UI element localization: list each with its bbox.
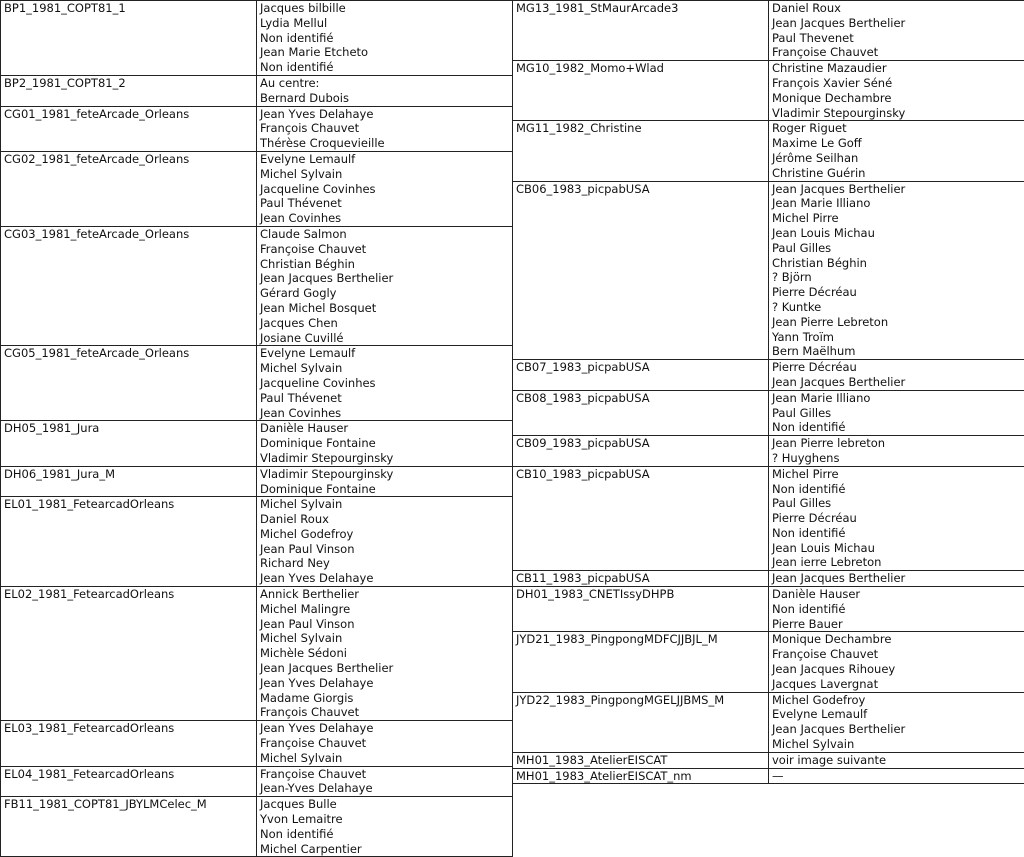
table-row [1, 497, 513, 587]
person-name: Christian Béghin [772, 256, 1021, 271]
person-name: Danièle Hauser [260, 421, 509, 436]
person-name: Jean Marie Illiano [772, 196, 1021, 211]
table-row [513, 121, 1024, 181]
person-name: Michel Sylvain [260, 497, 509, 512]
person-name: Pierre Décréau [772, 285, 1021, 300]
person-name: Michel Sylvain [260, 167, 509, 182]
person-name: Paul Gilles [772, 496, 1021, 511]
person-name: Paul Gilles [772, 406, 1021, 421]
person-name: Michel Carpentier [260, 842, 509, 857]
people-names [769, 436, 1024, 467]
person-name: Bern Maëlhum [772, 344, 1021, 359]
person-name: Michel Godefroy [772, 693, 1021, 708]
photo-code: BP1_1981_COPT81_1 [1, 1, 257, 76]
person-name: — [772, 769, 1021, 784]
people-names [257, 106, 513, 151]
person-name: Yvon Lemaitre [260, 812, 509, 827]
person-name: Pierre Décréau [772, 360, 1021, 375]
person-name: Claude Salmon [260, 227, 509, 242]
person-name: Dominique Fontaine [260, 436, 509, 451]
people-names [257, 421, 513, 466]
table-row [513, 692, 1024, 752]
person-name: Jean Yves Delahaye [260, 107, 509, 122]
person-name: Jean Jacques Berthelier [772, 571, 1021, 586]
person-name: Michel Malingre [260, 602, 509, 617]
person-name: Jean Marie Illiano [772, 391, 1021, 406]
people-names [769, 632, 1024, 692]
photo-code: CB10_1983_picpabUSA [513, 466, 769, 571]
person-name: Jérôme Seilhan [772, 151, 1021, 166]
person-name: Jean Covinhes [260, 211, 509, 226]
people-names [769, 360, 1024, 391]
person-name: Michel Sylvain [260, 751, 509, 766]
person-name: Lydia Mellul [260, 16, 509, 31]
photo-code: JYD22_1983_PingpongMGELJJBMS_M [513, 692, 769, 752]
table-row [513, 632, 1024, 692]
person-name: Françoise Chauvet [772, 45, 1021, 60]
person-name: ? Huyghens [772, 451, 1021, 466]
person-name: Non identifié [260, 31, 509, 46]
person-name: Michel Sylvain [260, 361, 509, 376]
people-names [257, 75, 513, 106]
person-name: Evelyne Lemaulf [772, 707, 1021, 722]
person-name: Michel Pirre [772, 211, 1021, 226]
person-name: Jean Jacques Berthelier [772, 722, 1021, 737]
photo-code: EL04_1981_FetearcadOrleans [1, 766, 257, 797]
people-names [769, 466, 1024, 571]
table-row [513, 1, 1024, 61]
person-name: Françoise Chauvet [260, 242, 509, 257]
person-name: Gérard Gogly [260, 286, 509, 301]
person-name: Vladimir Stepourginsky [260, 451, 509, 466]
photo-code: CG03_1981_feteArcade_Orleans [1, 226, 257, 345]
person-name: Christine Mazaudier [772, 61, 1021, 76]
person-name: Monique Dechambre [772, 632, 1021, 647]
person-name: Jean Yves Delahaye [260, 676, 509, 691]
person-name: Dominique Fontaine [260, 482, 509, 497]
photo-code: MG13_1981_StMaurArcade3 [513, 1, 769, 61]
photo-code: MH01_1983_AtelierEISCAT [513, 752, 769, 768]
table-row [1, 421, 513, 466]
table-row [1, 721, 513, 766]
person-name: Monique Dechambre [772, 91, 1021, 106]
person-name: Jean Yves Delahaye [260, 571, 509, 586]
photo-code: DH06_1981_Jura_M [1, 466, 257, 497]
person-name: Pierre Bauer [772, 617, 1021, 632]
person-name: Maxime Le Goff [772, 136, 1021, 151]
people-names [769, 768, 1024, 784]
person-name: ? Björn [772, 270, 1021, 285]
person-name: Au centre: [260, 76, 509, 91]
person-name: Christine Guérin [772, 166, 1021, 181]
person-name: Jean Jacques Berthelier [772, 375, 1021, 390]
people-names [257, 151, 513, 226]
person-name: Michèle Sédoni [260, 646, 509, 661]
person-name: François Xavier Séné [772, 76, 1021, 91]
person-name: Non identifié [260, 827, 509, 842]
table-row [513, 587, 1024, 632]
person-name: Françoise Chauvet [260, 767, 509, 782]
person-name: Daniel Roux [772, 1, 1021, 16]
photo-code: CB09_1983_picpabUSA [513, 436, 769, 467]
person-name: Non identifié [772, 526, 1021, 541]
people-names [769, 571, 1024, 587]
person-name: Vladimir Stepourginsky [772, 106, 1021, 121]
table-row [1, 1, 513, 76]
table-row [513, 436, 1024, 467]
person-name: Jacques bilbille [260, 1, 509, 16]
photo-code: MH01_1983_AtelierEISCAT_nm [513, 768, 769, 784]
photo-code: CB06_1983_picpabUSA [513, 181, 769, 360]
table-row [513, 752, 1024, 768]
photo-code: CB11_1983_picpabUSA [513, 571, 769, 587]
person-name: Paul Thévenet [260, 196, 509, 211]
person-name: Non identifié [772, 602, 1021, 617]
people-names [257, 466, 513, 497]
photo-code: BP2_1981_COPT81_2 [1, 75, 257, 106]
person-name: Jean Yves Delahaye [260, 721, 509, 736]
person-name: Vladimir Stepourginsky [260, 467, 509, 482]
photo-code: CB08_1983_picpabUSA [513, 390, 769, 435]
person-name: Jacqueline Covinhes [260, 182, 509, 197]
person-name: Jean ierre Lebreton [772, 555, 1021, 570]
person-name: Jacques Chen [260, 316, 509, 331]
person-name: Jean Louis Michau [772, 541, 1021, 556]
person-name: Thérèse Croquevieille [260, 136, 509, 151]
person-name: Daniel Roux [260, 512, 509, 527]
person-name: Annick Berthelier [260, 587, 509, 602]
person-name: Non identifié [772, 482, 1021, 497]
person-name: voir image suivante [772, 753, 1021, 768]
person-name: Jean Paul Vinson [260, 542, 509, 557]
person-name: Michel Pirre [772, 467, 1021, 482]
person-name: Jacques Lavergnat [772, 677, 1021, 692]
person-name: Jean Pierre Lebreton [772, 315, 1021, 330]
person-name: Jean Jacques Berthelier [772, 182, 1021, 197]
people-names [769, 752, 1024, 768]
people-names [769, 181, 1024, 360]
photo-code: CG01_1981_feteArcade_Orleans [1, 106, 257, 151]
person-name: Jean Pierre lebreton [772, 436, 1021, 451]
table-row [1, 151, 513, 226]
photo-code: MG10_1982_Momo+Wlad [513, 61, 769, 121]
table-row [1, 466, 513, 497]
person-name: Jean Marie Etcheto [260, 45, 509, 60]
person-name: Evelyne Lemaulf [260, 346, 509, 361]
person-name: Bernard Dubois [260, 91, 509, 106]
person-name: Jacques Bulle [260, 797, 509, 812]
person-name: Michel Sylvain [260, 631, 509, 646]
table-row [513, 571, 1024, 587]
people-names [769, 121, 1024, 181]
person-name: Christian Béghin [260, 257, 509, 272]
right-photo-table [512, 0, 1024, 784]
people-names [257, 721, 513, 766]
photo-code: MG11_1982_Christine [513, 121, 769, 181]
person-name: Michel Sylvain [772, 737, 1021, 752]
person-name: Jean Covinhes [260, 406, 509, 421]
person-name: François Chauvet [260, 705, 509, 720]
people-names [769, 390, 1024, 435]
person-name: ? Kuntke [772, 300, 1021, 315]
person-name: Paul Thévenet [260, 391, 509, 406]
person-name: Danièle Hauser [772, 587, 1021, 602]
table-row [1, 106, 513, 151]
right-column [512, 0, 1024, 784]
person-name: Jean Jacques Berthelier [260, 661, 509, 676]
table-row [513, 768, 1024, 784]
person-name: Jacqueline Covinhes [260, 376, 509, 391]
people-names [769, 692, 1024, 752]
person-name: Non identifié [260, 60, 509, 75]
person-name: Françoise Chauvet [260, 736, 509, 751]
person-name: Jean-Yves Delahaye [260, 781, 509, 796]
table-row [513, 61, 1024, 121]
people-names [257, 346, 513, 421]
table-row [513, 390, 1024, 435]
person-name: Roger Riguet [772, 121, 1021, 136]
person-name: Jean Jacques Rihouey [772, 662, 1021, 677]
person-name: Jean Louis Michau [772, 226, 1021, 241]
photo-code: FB11_1981_COPT81_JBYLMCelec_M [1, 797, 257, 857]
person-name: Jean Michel Bosquet [260, 301, 509, 316]
people-names [257, 226, 513, 345]
photo-code: DH01_1983_CNETIssyDHPB [513, 587, 769, 632]
photo-code: CG02_1981_feteArcade_Orleans [1, 151, 257, 226]
table-row [1, 587, 513, 721]
table-row [1, 75, 513, 106]
photo-code: EL03_1981_FetearcadOrleans [1, 721, 257, 766]
people-names [769, 61, 1024, 121]
person-name: Jean Jacques Berthelier [260, 271, 509, 286]
photo-code: JYD21_1983_PingpongMDFCJJBJL_M [513, 632, 769, 692]
person-name: Jean Paul Vinson [260, 617, 509, 632]
person-name: Jean Jacques Berthelier [772, 16, 1021, 31]
people-names [257, 587, 513, 721]
person-name: Madame Giorgis [260, 691, 509, 706]
photo-code: CB07_1983_picpabUSA [513, 360, 769, 391]
table-row [1, 346, 513, 421]
photo-code: DH05_1981_Jura [1, 421, 257, 466]
photo-code: EL01_1981_FetearcadOrleans [1, 497, 257, 587]
photo-code: CG05_1981_feteArcade_Orleans [1, 346, 257, 421]
person-name: Richard Ney [260, 556, 509, 571]
people-names [257, 766, 513, 797]
table-row [513, 466, 1024, 571]
person-name: Pierre Décréau [772, 511, 1021, 526]
person-name: Yann Troïm [772, 330, 1021, 345]
table-row [513, 360, 1024, 391]
person-name: Michel Godefroy [260, 527, 509, 542]
table-row [1, 226, 513, 345]
person-name: Non identifié [772, 420, 1021, 435]
person-name: Josiane Cuvillé [260, 331, 509, 346]
people-names [257, 1, 513, 76]
people-names [257, 497, 513, 587]
person-name: Françoise Chauvet [772, 647, 1021, 662]
person-name: Evelyne Lemaulf [260, 152, 509, 167]
table-row [1, 766, 513, 797]
table-row [513, 181, 1024, 360]
person-name: Paul Gilles [772, 241, 1021, 256]
people-names [769, 587, 1024, 632]
photo-code: EL02_1981_FetearcadOrleans [1, 587, 257, 721]
people-names [769, 1, 1024, 61]
person-name: Paul Thevenet [772, 31, 1021, 46]
person-name: François Chauvet [260, 121, 509, 136]
